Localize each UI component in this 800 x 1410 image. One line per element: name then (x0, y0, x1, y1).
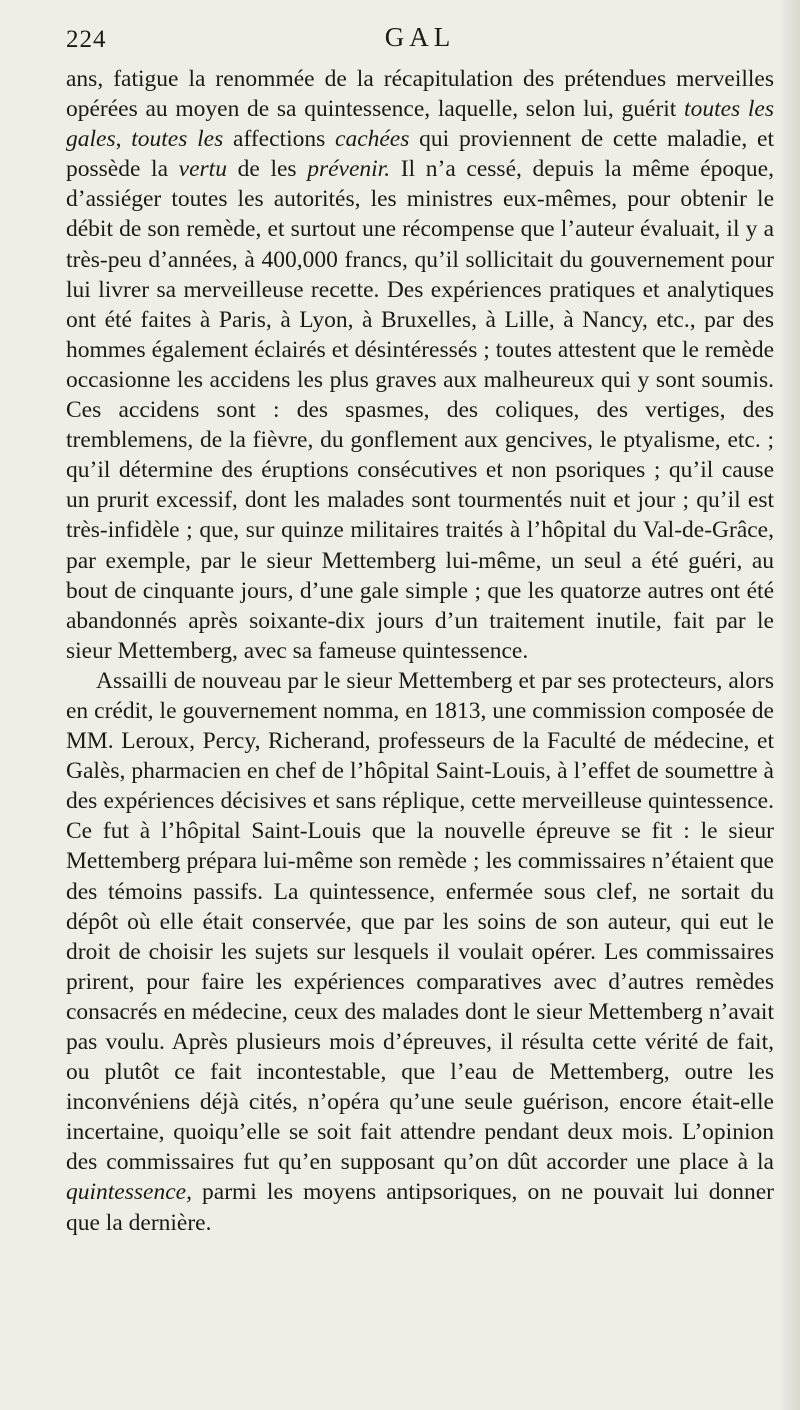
text-run: , (115, 126, 132, 153)
italic-text: vertu (178, 156, 227, 183)
italic-text: prévenir. (307, 156, 391, 183)
italic-text: quintessence, (66, 1179, 192, 1206)
page-header (66, 22, 774, 58)
italic-text: cachées (335, 126, 410, 153)
paragraph (66, 666, 774, 1238)
paragraph (66, 64, 774, 666)
text-run: ans, fatigue la renommée de la récapitulation des prétendues merveilles opérées au moyen de sa quintessence, laquelle, selon lui, guérit (66, 66, 774, 123)
text-run: parmi les moyens antipsoriques, on ne pouvait lui donner que la dernière. (66, 1179, 774, 1236)
body-text (66, 64, 774, 1238)
text-run: qui proviennent de cette maladie, et possède la (66, 126, 774, 183)
page-number: 224 (66, 26, 107, 53)
italic-text: toutes les gales (66, 96, 774, 153)
text-run: affections (223, 126, 336, 153)
running-head: GAL (384, 22, 456, 52)
text-run: Assailli de nouveau par le sieur Mettemberg et par ses protecteurs, alors en crédit, le gouvernement nomma, en 1813, une commission composée de MM. Leroux, Percy, Richerand, professeurs de la Faculté de médecine, et Galès, pharmacien en chef de l’hôpital Saint-Louis, à l’effet de soumettre à des expériences décisives et sans réplique, cette merveilleuse quintessence. Ce fut à l’hôpital Saint-Louis que la nouvelle épreuve se fit : le sieur Mettemberg prépara lui-même son remède ; les commissaires n’étaient que des témoins passifs. La quintessence, enfermée sous clef, ne sortait du dépôt où elle était conservée, que par les soins de son auteur, qui eut le droit de choisir les sujets sur lesquels il voulait opérer. Les commissaires prirent, pour faire les expériences comparatives avec d’autres remèdes consacrés en médecine, ceux des malades dont le sieur Mettemberg n’avait pas voulu. Après plusieurs mois d’épreuves, il résulta cette vérité de fait, ou plutôt ce fait incontestable, que l’eau de Mettemberg, outre les inconvéniens déjà cités, n’opéra qu’une seule guérison, encore était-elle incertaine, quoiqu’elle se soit fait attendre pendant deux mois. L’opinion des commissaires fut qu’en supposant qu’on dût accorder une place à la (66, 667, 774, 1176)
italic-text: toutes les (131, 126, 224, 153)
text-run: Il n’a cessé, depuis la même époque, d’assiéger toutes les autorités, les ministres eux-mêmes, pour obtenir le débit de son remède, et surtout une récompense que l’auteur évaluait, il y a très-peu d’années, à 400,000 francs, qu’il sollicitait du gouvernement pour lui livrer sa merveilleuse recette. Des expériences pratiques et analytiques ont été faites à Paris, à Lyon, à Bruxelles, à Lille, à Nancy, etc., par des hommes également éclairés et désintéressés ; toutes attestent que le remède occasionne les accidens les plus graves aux malheureux qui y sont soumis. Ces accidens sont : des spasmes, des coliques, des vertiges, des tremblemens, de la fièvre, du gonflement aux gencives, le ptyalisme, etc. ; qu’il détermine des éruptions consécutives et non psoriques ; qu’il cause un prurit excessif, dont les malades sont tourmentés nuit et jour ; qu’il est très-infidèle ; que, sur quinze militaires traités à l’hôpital du Val-de-Grâce, par exemple, par le sieur Mettemberg lui-même, un seul a été guéri, au bout de cinquante jours, d’une gale simple ; que les quatorze autres ont été abandonnés après soixante-dix jours d’un traitement inutile, fait par le sieur Mettemberg, avec sa fameuse quintessence. (66, 156, 774, 664)
text-run: de les (226, 156, 308, 183)
